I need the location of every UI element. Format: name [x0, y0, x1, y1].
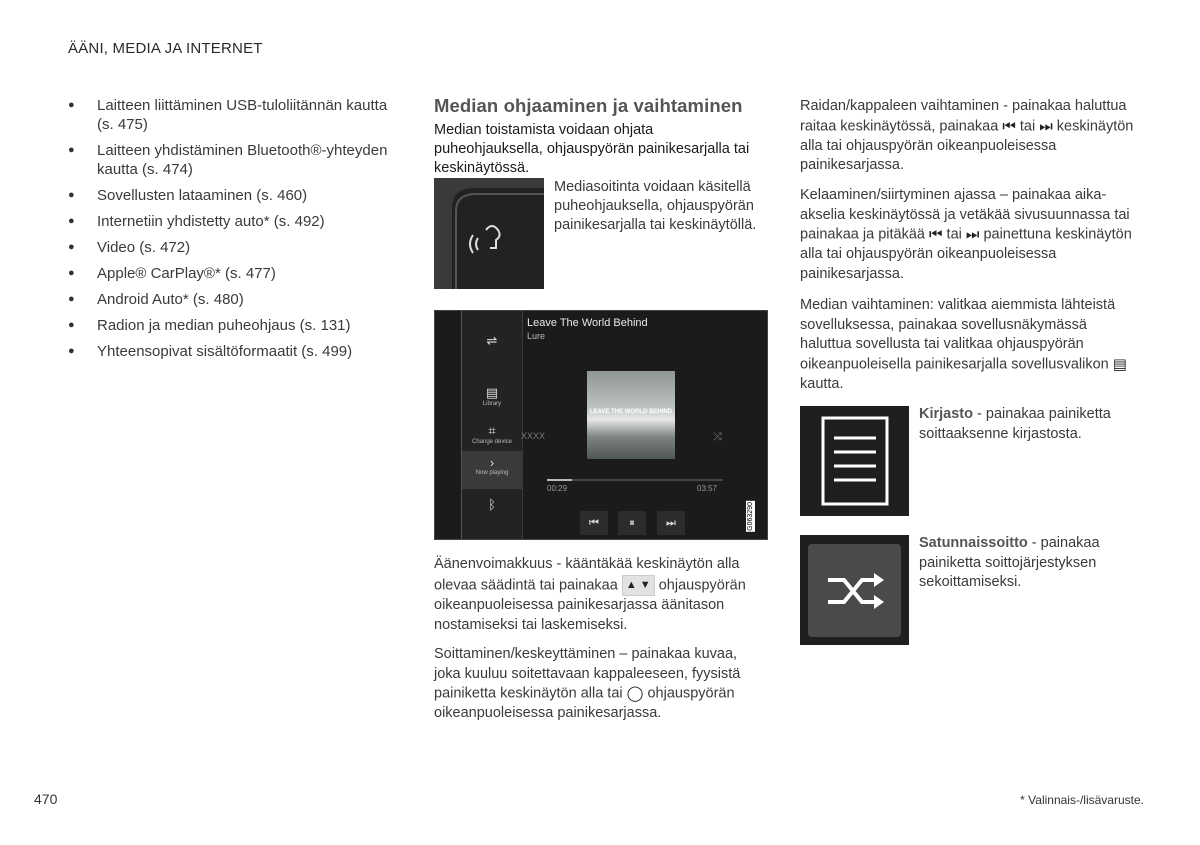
list-item[interactable]: ● Yhteensopivat sisältöformaatit (s. 499)	[68, 342, 398, 361]
voice-control-button-image	[434, 178, 544, 289]
media-switch-paragraph: Median vaihtaminen: valitkaa aiemmista lähteistä sovelluksessa, painakaa sovellusnäkymässä haluttua sovellusta tai valitkaa ohjauspyörän oikeanpuoleisella painikesarjalla sovellusvalikon ▤ kautta.	[800, 297, 1127, 392]
list-item[interactable]: ● Apple® CarPlay®* (s. 477)	[68, 264, 398, 283]
list-item[interactable]: ● Laitteen liittäminen USB-tuloliitännän kautta (s. 475)	[68, 96, 398, 134]
pause-button[interactable]: ⏸	[618, 511, 646, 535]
sidebar-item-change-device[interactable]: ⌗ Change device	[462, 423, 522, 445]
change-device-icon: ⌗	[488, 423, 496, 438]
list-item[interactable]: ● Android Auto* (s. 480)	[68, 290, 398, 309]
list-item[interactable]: ● Sovellusten lataaminen (s. 460)	[68, 186, 398, 205]
center-display-screenshot	[434, 310, 768, 540]
image-code: G063290	[747, 502, 754, 531]
track-title: Leave The World Behind	[527, 317, 648, 329]
bluetooth-icon: ᛒ	[488, 497, 496, 512]
voice-caption: Mediasoitinta voidaan käsitellä puheohjauksella, ohjauspyörän painikesarjalla tai keskinäytöllä.	[554, 179, 757, 233]
time-total: 03:57	[697, 484, 718, 493]
related-links-list	[68, 96, 398, 368]
play-pause-paragraph: Soittaminen/keskeyttäminen – painakaa kuvaa, joka kuuluu soitettavaan kappaleeseen, fyysistä painiketta keskinäytön alla tai ◯ ohjauspyörän oikeanpuoleisessa painikesarjassa.	[434, 646, 741, 722]
volume-arrows-icon: ▲ ▼	[622, 575, 655, 597]
list-item[interactable]: ● Radion ja median puheohjaus (s. 131)	[68, 316, 398, 335]
usb-icon: ⇌	[486, 333, 498, 348]
page-header: ÄÄNI, MEDIA JA INTERNET	[68, 40, 263, 57]
shuffle-button-image	[800, 535, 909, 645]
time-elapsed: 00:29	[547, 484, 568, 493]
progress-bar[interactable]	[547, 479, 723, 481]
previous-track-icon: ⏮	[1002, 117, 1016, 135]
list-item[interactable]: ● Video (s. 472)	[68, 238, 398, 257]
circle-button-icon: ◯	[626, 685, 644, 702]
bluetooth-source-item[interactable]	[462, 497, 522, 512]
library-button-image	[800, 406, 909, 516]
sidebar-item-now-playing[interactable]: › Now playing	[462, 451, 522, 489]
previous-button[interactable]: ⏮	[580, 511, 608, 535]
library-icon: ▤	[485, 385, 499, 400]
next-track-icon: ⏭	[1039, 117, 1053, 135]
section-title: Median ohjaaminen ja vaihtaminen	[434, 95, 743, 116]
library-label: Kirjasto	[919, 406, 973, 422]
shuffle-thumb-icon[interactable]: ⤨	[713, 431, 722, 443]
shuffle-description: Satunnaissoitto - painakaa painiketta soittojärjestyksen sekoittamiseksi.	[919, 535, 1100, 590]
usb-source-item[interactable]	[462, 333, 522, 349]
library-description: Kirjasto - painakaa painiketta soittaaksenne kirjastosta.	[919, 406, 1111, 442]
rewind-icon: ⏮	[929, 226, 943, 243]
media-sidebar	[461, 311, 523, 540]
shuffle-label: Satunnaissoitto	[919, 535, 1028, 551]
previous-track-thumb[interactable]: XXXX	[521, 431, 546, 441]
sidebar-item-library[interactable]: ▤ Library	[462, 385, 522, 407]
track-change-paragraph: Raidan/kappaleen vaihtaminen - painakaa haluttua raitaa keskinäytössä, painakaa ⏮ tai ⏭ keskinäytön alla tai ohjauspyörän oikeanpuoleisessa painikesarjassa.	[800, 98, 1134, 174]
chevron-right-icon: ›	[489, 455, 495, 470]
track-artist: Lure	[527, 331, 546, 341]
page-number: 470	[34, 791, 58, 807]
footnote: * Valinnais-/lisävaruste.	[1020, 793, 1144, 807]
fast-forward-icon: ⏭	[965, 226, 980, 243]
list-item[interactable]: ● Internetiin yhdistetty auto* (s. 492)	[68, 212, 398, 231]
app-menu-icon: ▤	[1112, 355, 1127, 373]
library-icon	[800, 406, 909, 516]
album-cover[interactable]	[587, 371, 675, 459]
cover-text: LEAVE THE WORLD BEHIND	[589, 409, 673, 415]
next-button[interactable]: ⏭	[657, 511, 685, 535]
list-item[interactable]: ● Laitteen yhdistäminen Bluetooth®-yhteyden kautta (s. 474)	[68, 141, 398, 179]
seek-paragraph: Kelaaminen/siirtyminen ajassa – painakaa aika-akselia keskinäytössä ja vetäkää sivusuunnassa tai painakaa ja pitäkää ⏮ tai ⏭ painettuna keskinäytön alla tai ohjauspyörän oikeanpuoleisessa painikesarjassa.	[800, 187, 1132, 282]
shuffle-icon	[800, 535, 909, 645]
volume-paragraph: Äänenvoimakkuus - kääntäkää keskinäytön alla olevaa säädintä tai painakaa ▲ ▼ ohjauspyörän oikeanpuoleisessa painikesarjassa äänitason nostamiseksi tai laskemiseksi.	[434, 556, 746, 633]
section-lead: Median toistamista voidaan ohjata puheohjauksella, ohjauspyörän painikesarjalla tai keskinäytössä.	[434, 122, 750, 176]
